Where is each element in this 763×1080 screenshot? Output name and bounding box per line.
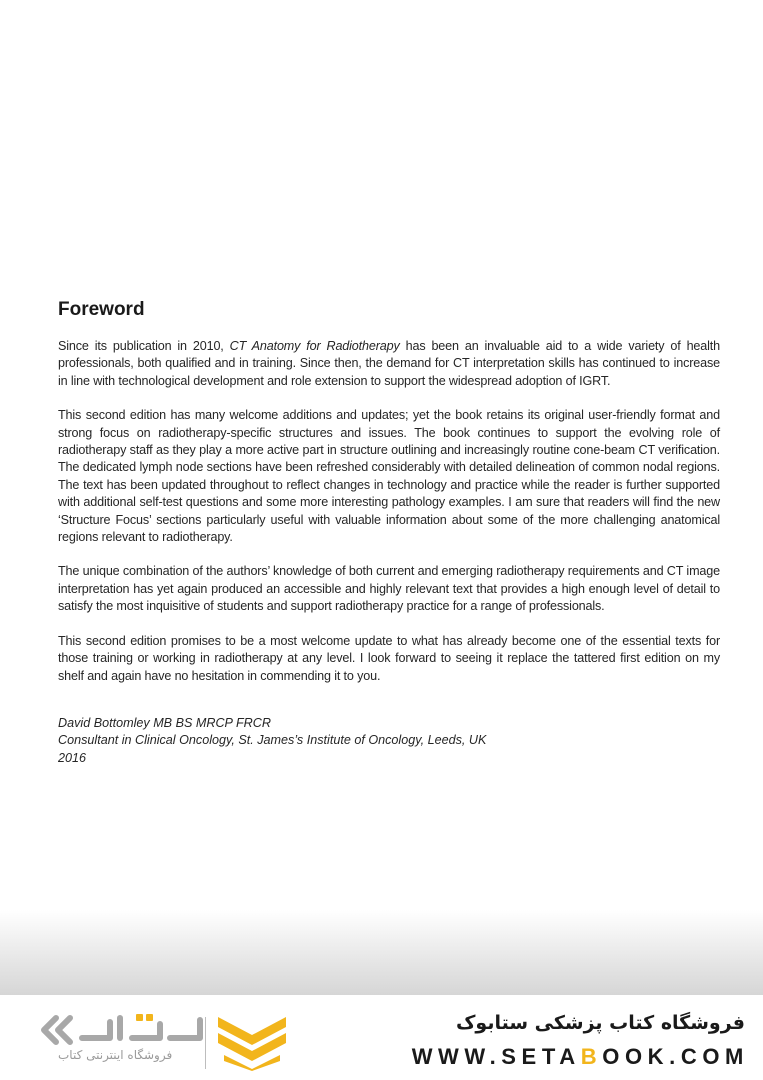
paragraph-1 [58, 338, 720, 390]
book-title-emphasis: CT Anatomy for Radiotherapy [229, 339, 400, 353]
shop-url[interactable] [412, 1044, 749, 1070]
page-title: Foreword [58, 299, 145, 320]
paragraph-1-end: has been an invaluable aid to a wide variety of health professionals, both qualified and in training. Since then, the demand for CT interpretation skills has continued to increase in line with technological development and role extension to support the widespread adoption of IGRT. [58, 339, 720, 388]
setabook-wordmark-logo [40, 1012, 210, 1048]
url-part-2: OOK.COM [602, 1044, 749, 1069]
logo-subtitle: فروشگاه اینترنتی کتاب [58, 1048, 173, 1062]
signature-block [58, 715, 720, 767]
logo-divider [205, 1017, 206, 1069]
paragraph-4: This second edition promises to be a most welcome update to what has already become one of the essential texts for those training or working in radiotherapy at any level. I look forward to seeing it replace the tattered first edition on my shelf and again have no hesitation in commending it to you. [58, 633, 720, 683]
paragraph-1-start: Since its publication in 2010, [58, 339, 230, 353]
url-part-1: WWW.SETA [411, 1044, 581, 1069]
footer-shadow [0, 910, 763, 995]
signature-year: 2016 [58, 750, 87, 765]
footer-banner [0, 995, 763, 1080]
foreword-section [58, 299, 720, 767]
url-highlight: B [580, 1044, 603, 1069]
paragraph-2: This second edition has many welcome additions and updates; yet the book retains its original user-friendly format and strong focus on radiotherapy-specific structures and issues. The book continues to support the evolving role of radiotherapy staff as they play a more active part in structure outlining and increasingly routine cone-beam CT verification. The dedicated lymph node sections have been refreshed considerably with detailed delineation of common nodal regions. The text has been updated throughout to reflect changes in technology and practice while the reader is further supported with additional self-test questions and some more interesting pathology examples. I am sure that readers will find the new ‘Structure Focus’ sections particularly useful with valuable information about some of the more challenging anatomical regions relevant to radiotherapy. [58, 408, 720, 545]
signature-position: Consultant in Clinical Oncology, St. James’s Institute of Oncology, Leeds, UK [58, 733, 487, 748]
signature-name: David Bottomley MB BS MRCP FRCR [58, 715, 271, 730]
paragraph-3: The unique combination of the authors’ knowledge of both current and emerging radiotherapy requirements and CT image interpretation has yet again produced an accessible and highly relevant text that provides a high enough level of detail to satisfy the most inquisitive of students and support radiotherapy practice for a range of professionals. [58, 564, 720, 614]
shop-name: فروشگاه کتاب پزشکی ستابوک [455, 1012, 745, 1034]
book-chevron-logo-icon [214, 1013, 290, 1071]
